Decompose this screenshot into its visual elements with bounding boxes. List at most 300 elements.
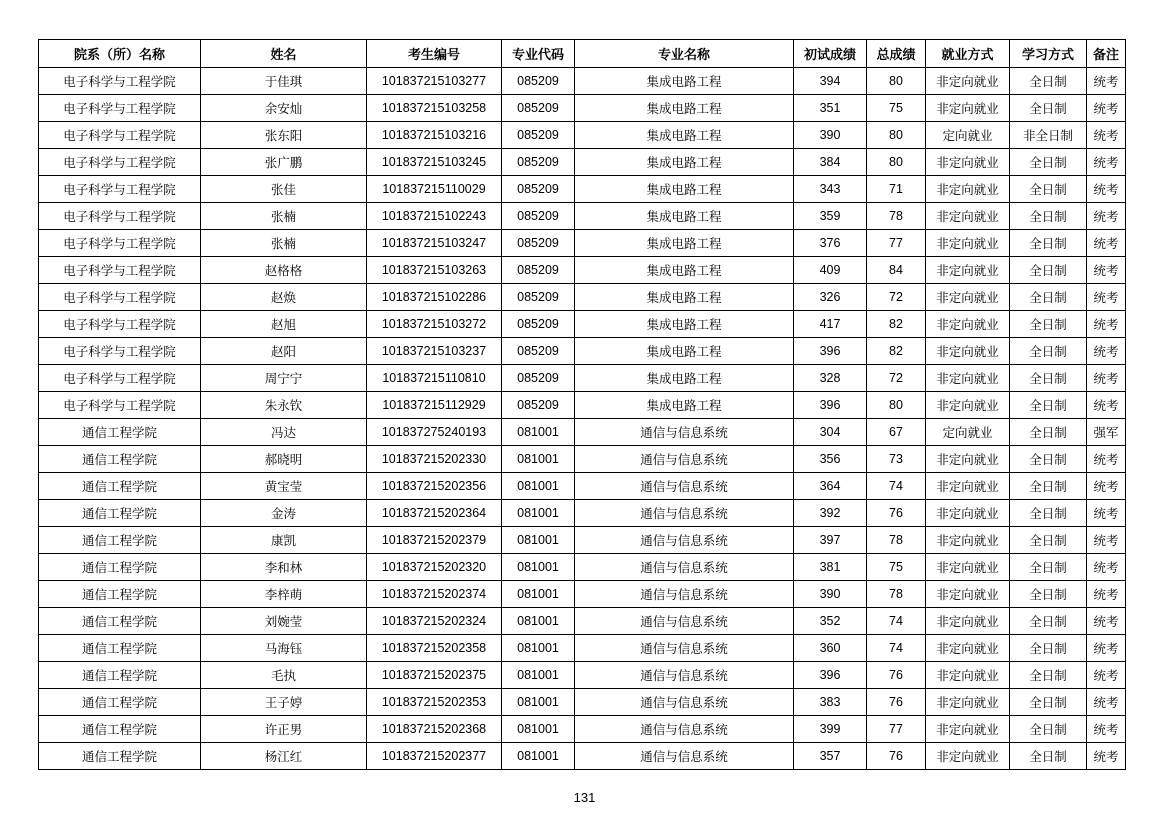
study-mode-cell: 非全日制 [1010,122,1087,149]
total-score-cell: 80 [867,68,926,95]
name-cell: 郝晓明 [201,446,367,473]
total-score-cell: 76 [867,689,926,716]
table-row [39,662,1126,689]
major-name-cell: 集成电路工程 [575,149,794,176]
major-name-cell: 通信与信息系统 [575,689,794,716]
name-cell: 张东阳 [201,122,367,149]
candidate-id-cell: 101837215103247 [367,230,502,257]
remarks-cell: 统考 [1087,176,1126,203]
major-code-cell: 085209 [502,95,575,122]
department-cell: 通信工程学院 [39,446,201,473]
major-code-cell: 081001 [502,716,575,743]
table-row [39,581,1126,608]
table-row [39,473,1126,500]
employment-type-cell: 非定向就业 [926,716,1010,743]
major-name-cell: 通信与信息系统 [575,608,794,635]
preliminary-score-cell: 390 [794,581,867,608]
candidate-id-cell: 101837215103216 [367,122,502,149]
major-code-cell: 081001 [502,500,575,527]
major-code-cell: 081001 [502,581,575,608]
remarks-cell: 统考 [1087,527,1126,554]
table-row [39,95,1126,122]
remarks-cell: 统考 [1087,716,1126,743]
preliminary-score-cell: 384 [794,149,867,176]
admission-roster-table [38,39,1126,770]
major-name-cell: 集成电路工程 [575,338,794,365]
major-name-cell: 通信与信息系统 [575,743,794,770]
department-cell: 通信工程学院 [39,689,201,716]
study-mode-cell: 全日制 [1010,392,1087,419]
study-mode-cell: 全日制 [1010,176,1087,203]
table-row [39,743,1126,770]
total-score-cell: 73 [867,446,926,473]
major-code-cell: 081001 [502,743,575,770]
table-header [39,40,1126,68]
study-mode-cell: 全日制 [1010,365,1087,392]
major-name-cell: 集成电路工程 [575,311,794,338]
department-cell: 通信工程学院 [39,473,201,500]
major-code-cell: 081001 [502,554,575,581]
study-mode-cell: 全日制 [1010,284,1087,311]
remarks-cell: 统考 [1087,743,1126,770]
study-mode-cell: 全日制 [1010,149,1087,176]
preliminary-score-cell: 381 [794,554,867,581]
department-cell: 电子科学与工程学院 [39,311,201,338]
department-cell: 电子科学与工程学院 [39,392,201,419]
major-name-cell: 通信与信息系统 [575,500,794,527]
page-number: 131 [573,790,596,805]
candidate-id-cell: 101837215202374 [367,581,502,608]
department-cell: 通信工程学院 [39,635,201,662]
candidate-id-cell: 101837215110029 [367,176,502,203]
study-mode-cell: 全日制 [1010,554,1087,581]
total-score-cell: 75 [867,554,926,581]
remarks-cell: 统考 [1087,95,1126,122]
employment-type-cell: 非定向就业 [926,662,1010,689]
remarks-cell: 统考 [1087,311,1126,338]
table-row [39,68,1126,95]
remarks-cell: 统考 [1087,662,1126,689]
total-score-cell: 74 [867,635,926,662]
column-header-major-name: 专业名称 [575,40,794,68]
table-row [39,716,1126,743]
study-mode-cell: 全日制 [1010,743,1087,770]
candidate-id-cell: 101837215202379 [367,527,502,554]
column-header-remarks: 备注 [1087,40,1126,68]
candidate-id-cell: 101837215202364 [367,500,502,527]
table-row [39,446,1126,473]
preliminary-score-cell: 376 [794,230,867,257]
total-score-cell: 74 [867,473,926,500]
study-mode-cell: 全日制 [1010,716,1087,743]
remarks-cell: 统考 [1087,473,1126,500]
total-score-cell: 77 [867,716,926,743]
table-row [39,392,1126,419]
total-score-cell: 77 [867,230,926,257]
department-cell: 通信工程学院 [39,500,201,527]
total-score-cell: 80 [867,122,926,149]
preliminary-score-cell: 396 [794,392,867,419]
study-mode-cell: 全日制 [1010,500,1087,527]
remarks-cell: 统考 [1087,365,1126,392]
candidate-id-cell: 101837215202324 [367,608,502,635]
total-score-cell: 75 [867,95,926,122]
name-cell: 赵阳 [201,338,367,365]
department-cell: 电子科学与工程学院 [39,257,201,284]
preliminary-score-cell: 396 [794,662,867,689]
department-cell: 电子科学与工程学院 [39,95,201,122]
major-code-cell: 085209 [502,149,575,176]
preliminary-score-cell: 357 [794,743,867,770]
remarks-cell: 统考 [1087,689,1126,716]
study-mode-cell: 全日制 [1010,257,1087,284]
total-score-cell: 74 [867,608,926,635]
study-mode-cell: 全日制 [1010,689,1087,716]
name-cell: 毛执 [201,662,367,689]
employment-type-cell: 定向就业 [926,419,1010,446]
column-header-department: 院系（所）名称 [39,40,201,68]
major-code-cell: 081001 [502,419,575,446]
column-header-name: 姓名 [201,40,367,68]
study-mode-cell: 全日制 [1010,419,1087,446]
major-code-cell: 081001 [502,446,575,473]
table-row [39,149,1126,176]
major-code-cell: 085209 [502,203,575,230]
employment-type-cell: 非定向就业 [926,257,1010,284]
column-header-major-code: 专业代码 [502,40,575,68]
table-body [39,68,1126,770]
total-score-cell: 78 [867,203,926,230]
candidate-id-cell: 101837215202353 [367,689,502,716]
major-code-cell: 081001 [502,635,575,662]
department-cell: 电子科学与工程学院 [39,122,201,149]
total-score-cell: 78 [867,581,926,608]
major-name-cell: 通信与信息系统 [575,446,794,473]
table-row [39,689,1126,716]
major-code-cell: 081001 [502,689,575,716]
major-code-cell: 085209 [502,122,575,149]
department-cell: 电子科学与工程学院 [39,203,201,230]
preliminary-score-cell: 326 [794,284,867,311]
candidate-id-cell: 101837215202377 [367,743,502,770]
major-name-cell: 通信与信息系统 [575,635,794,662]
candidate-id-cell: 101837215103277 [367,68,502,95]
study-mode-cell: 全日制 [1010,635,1087,662]
study-mode-cell: 全日制 [1010,95,1087,122]
employment-type-cell: 非定向就业 [926,446,1010,473]
major-code-cell: 085209 [502,68,575,95]
name-cell: 赵焕 [201,284,367,311]
preliminary-score-cell: 343 [794,176,867,203]
name-cell: 王子婷 [201,689,367,716]
name-cell: 刘婉莹 [201,608,367,635]
total-score-cell: 84 [867,257,926,284]
remarks-cell: 统考 [1087,581,1126,608]
preliminary-score-cell: 409 [794,257,867,284]
candidate-id-cell: 101837275240193 [367,419,502,446]
major-code-cell: 085209 [502,392,575,419]
preliminary-score-cell: 390 [794,122,867,149]
total-score-cell: 82 [867,338,926,365]
employment-type-cell: 非定向就业 [926,68,1010,95]
major-code-cell: 085209 [502,338,575,365]
name-cell: 李梓萌 [201,581,367,608]
table-row [39,365,1126,392]
study-mode-cell: 全日制 [1010,608,1087,635]
department-cell: 电子科学与工程学院 [39,230,201,257]
employment-type-cell: 非定向就业 [926,500,1010,527]
major-name-cell: 通信与信息系统 [575,473,794,500]
table-row [39,419,1126,446]
major-name-cell: 集成电路工程 [575,284,794,311]
employment-type-cell: 非定向就业 [926,635,1010,662]
major-name-cell: 集成电路工程 [575,122,794,149]
total-score-cell: 72 [867,365,926,392]
major-code-cell: 085209 [502,230,575,257]
major-code-cell: 081001 [502,608,575,635]
major-name-cell: 通信与信息系统 [575,419,794,446]
name-cell: 赵格格 [201,257,367,284]
preliminary-score-cell: 397 [794,527,867,554]
remarks-cell: 统考 [1087,554,1126,581]
header-row [39,40,1126,68]
total-score-cell: 71 [867,176,926,203]
total-score-cell: 80 [867,149,926,176]
study-mode-cell: 全日制 [1010,311,1087,338]
department-cell: 通信工程学院 [39,554,201,581]
total-score-cell: 76 [867,662,926,689]
name-cell: 马海钰 [201,635,367,662]
table-row [39,284,1126,311]
remarks-cell: 统考 [1087,338,1126,365]
employment-type-cell: 非定向就业 [926,392,1010,419]
table-row [39,527,1126,554]
preliminary-score-cell: 356 [794,446,867,473]
preliminary-score-cell: 417 [794,311,867,338]
name-cell: 张佳 [201,176,367,203]
total-score-cell: 76 [867,500,926,527]
study-mode-cell: 全日制 [1010,473,1087,500]
name-cell: 康凯 [201,527,367,554]
total-score-cell: 67 [867,419,926,446]
name-cell: 杨江红 [201,743,367,770]
table-row [39,203,1126,230]
major-name-cell: 集成电路工程 [575,203,794,230]
preliminary-score-cell: 359 [794,203,867,230]
department-cell: 电子科学与工程学院 [39,365,201,392]
employment-type-cell: 非定向就业 [926,581,1010,608]
name-cell: 朱永钦 [201,392,367,419]
name-cell: 许正男 [201,716,367,743]
study-mode-cell: 全日制 [1010,203,1087,230]
employment-type-cell: 非定向就业 [926,230,1010,257]
remarks-cell: 统考 [1087,122,1126,149]
major-name-cell: 集成电路工程 [575,176,794,203]
study-mode-cell: 全日制 [1010,527,1087,554]
employment-type-cell: 非定向就业 [926,176,1010,203]
preliminary-score-cell: 396 [794,338,867,365]
column-header-total-score: 总成绩 [867,40,926,68]
major-name-cell: 集成电路工程 [575,68,794,95]
department-cell: 电子科学与工程学院 [39,149,201,176]
remarks-cell: 统考 [1087,149,1126,176]
candidate-id-cell: 101837215202375 [367,662,502,689]
column-header-employment-type: 就业方式 [926,40,1010,68]
candidate-id-cell: 101837215103245 [367,149,502,176]
name-cell: 周宁宁 [201,365,367,392]
remarks-cell: 统考 [1087,230,1126,257]
major-code-cell: 081001 [502,662,575,689]
employment-type-cell: 定向就业 [926,122,1010,149]
table-row [39,311,1126,338]
table-row [39,500,1126,527]
study-mode-cell: 全日制 [1010,446,1087,473]
department-cell: 电子科学与工程学院 [39,284,201,311]
study-mode-cell: 全日制 [1010,230,1087,257]
study-mode-cell: 全日制 [1010,581,1087,608]
department-cell: 通信工程学院 [39,743,201,770]
preliminary-score-cell: 392 [794,500,867,527]
major-name-cell: 集成电路工程 [575,95,794,122]
name-cell: 黄宝莹 [201,473,367,500]
remarks-cell: 统考 [1087,284,1126,311]
remarks-cell: 统考 [1087,203,1126,230]
employment-type-cell: 非定向就业 [926,284,1010,311]
preliminary-score-cell: 351 [794,95,867,122]
total-score-cell: 72 [867,284,926,311]
remarks-cell: 统考 [1087,446,1126,473]
table-row [39,608,1126,635]
department-cell: 电子科学与工程学院 [39,176,201,203]
employment-type-cell: 非定向就业 [926,203,1010,230]
table-row [39,122,1126,149]
employment-type-cell: 非定向就业 [926,365,1010,392]
preliminary-score-cell: 352 [794,608,867,635]
department-cell: 通信工程学院 [39,527,201,554]
remarks-cell: 统考 [1087,608,1126,635]
name-cell: 张楠 [201,230,367,257]
employment-type-cell: 非定向就业 [926,743,1010,770]
candidate-id-cell: 101837215112929 [367,392,502,419]
employment-type-cell: 非定向就业 [926,149,1010,176]
department-cell: 通信工程学院 [39,716,201,743]
department-cell: 通信工程学院 [39,419,201,446]
major-code-cell: 081001 [502,527,575,554]
total-score-cell: 80 [867,392,926,419]
department-cell: 通信工程学院 [39,608,201,635]
candidate-id-cell: 101837215102243 [367,203,502,230]
department-cell: 通信工程学院 [39,581,201,608]
employment-type-cell: 非定向就业 [926,608,1010,635]
major-name-cell: 集成电路工程 [575,257,794,284]
candidate-id-cell: 101837215202330 [367,446,502,473]
major-code-cell: 081001 [502,473,575,500]
major-name-cell: 通信与信息系统 [575,716,794,743]
table-row [39,635,1126,662]
name-cell: 李和林 [201,554,367,581]
table-row [39,554,1126,581]
employment-type-cell: 非定向就业 [926,527,1010,554]
candidate-id-cell: 101837215103263 [367,257,502,284]
major-code-cell: 085209 [502,365,575,392]
table-row [39,176,1126,203]
name-cell: 于佳琪 [201,68,367,95]
name-cell: 冯达 [201,419,367,446]
department-cell: 电子科学与工程学院 [39,338,201,365]
candidate-id-cell: 101837215202358 [367,635,502,662]
total-score-cell: 76 [867,743,926,770]
major-name-cell: 通信与信息系统 [575,662,794,689]
department-cell: 电子科学与工程学院 [39,68,201,95]
employment-type-cell: 非定向就业 [926,311,1010,338]
preliminary-score-cell: 394 [794,68,867,95]
remarks-cell: 统考 [1087,257,1126,284]
candidate-id-cell: 101837215103258 [367,95,502,122]
table-row [39,257,1126,284]
employment-type-cell: 非定向就业 [926,473,1010,500]
preliminary-score-cell: 383 [794,689,867,716]
column-header-preliminary-score: 初试成绩 [794,40,867,68]
remarks-cell: 强军 [1087,419,1126,446]
major-name-cell: 集成电路工程 [575,230,794,257]
major-code-cell: 085209 [502,284,575,311]
study-mode-cell: 全日制 [1010,338,1087,365]
employment-type-cell: 非定向就业 [926,338,1010,365]
study-mode-cell: 全日制 [1010,68,1087,95]
remarks-cell: 统考 [1087,392,1126,419]
candidate-id-cell: 101837215103237 [367,338,502,365]
name-cell: 张广鹏 [201,149,367,176]
preliminary-score-cell: 328 [794,365,867,392]
table-row [39,230,1126,257]
name-cell: 金涛 [201,500,367,527]
candidate-id-cell: 101837215110810 [367,365,502,392]
study-mode-cell: 全日制 [1010,662,1087,689]
column-header-study-mode: 学习方式 [1010,40,1087,68]
major-code-cell: 085209 [502,176,575,203]
candidate-id-cell: 101837215103272 [367,311,502,338]
preliminary-score-cell: 364 [794,473,867,500]
name-cell: 余安灿 [201,95,367,122]
candidate-id-cell: 101837215202320 [367,554,502,581]
remarks-cell: 统考 [1087,635,1126,662]
major-name-cell: 集成电路工程 [575,392,794,419]
name-cell: 赵旭 [201,311,367,338]
employment-type-cell: 非定向就业 [926,554,1010,581]
department-cell: 通信工程学院 [39,662,201,689]
column-header-candidate-id: 考生编号 [367,40,502,68]
table-row [39,338,1126,365]
remarks-cell: 统考 [1087,68,1126,95]
total-score-cell: 82 [867,311,926,338]
major-code-cell: 085209 [502,257,575,284]
preliminary-score-cell: 399 [794,716,867,743]
major-name-cell: 通信与信息系统 [575,581,794,608]
candidate-id-cell: 101837215202368 [367,716,502,743]
employment-type-cell: 非定向就业 [926,95,1010,122]
candidate-id-cell: 101837215202356 [367,473,502,500]
major-name-cell: 集成电路工程 [575,365,794,392]
major-code-cell: 085209 [502,311,575,338]
preliminary-score-cell: 304 [794,419,867,446]
employment-type-cell: 非定向就业 [926,689,1010,716]
preliminary-score-cell: 360 [794,635,867,662]
major-name-cell: 通信与信息系统 [575,527,794,554]
candidate-id-cell: 101837215102286 [367,284,502,311]
remarks-cell: 统考 [1087,500,1126,527]
total-score-cell: 78 [867,527,926,554]
major-name-cell: 通信与信息系统 [575,554,794,581]
